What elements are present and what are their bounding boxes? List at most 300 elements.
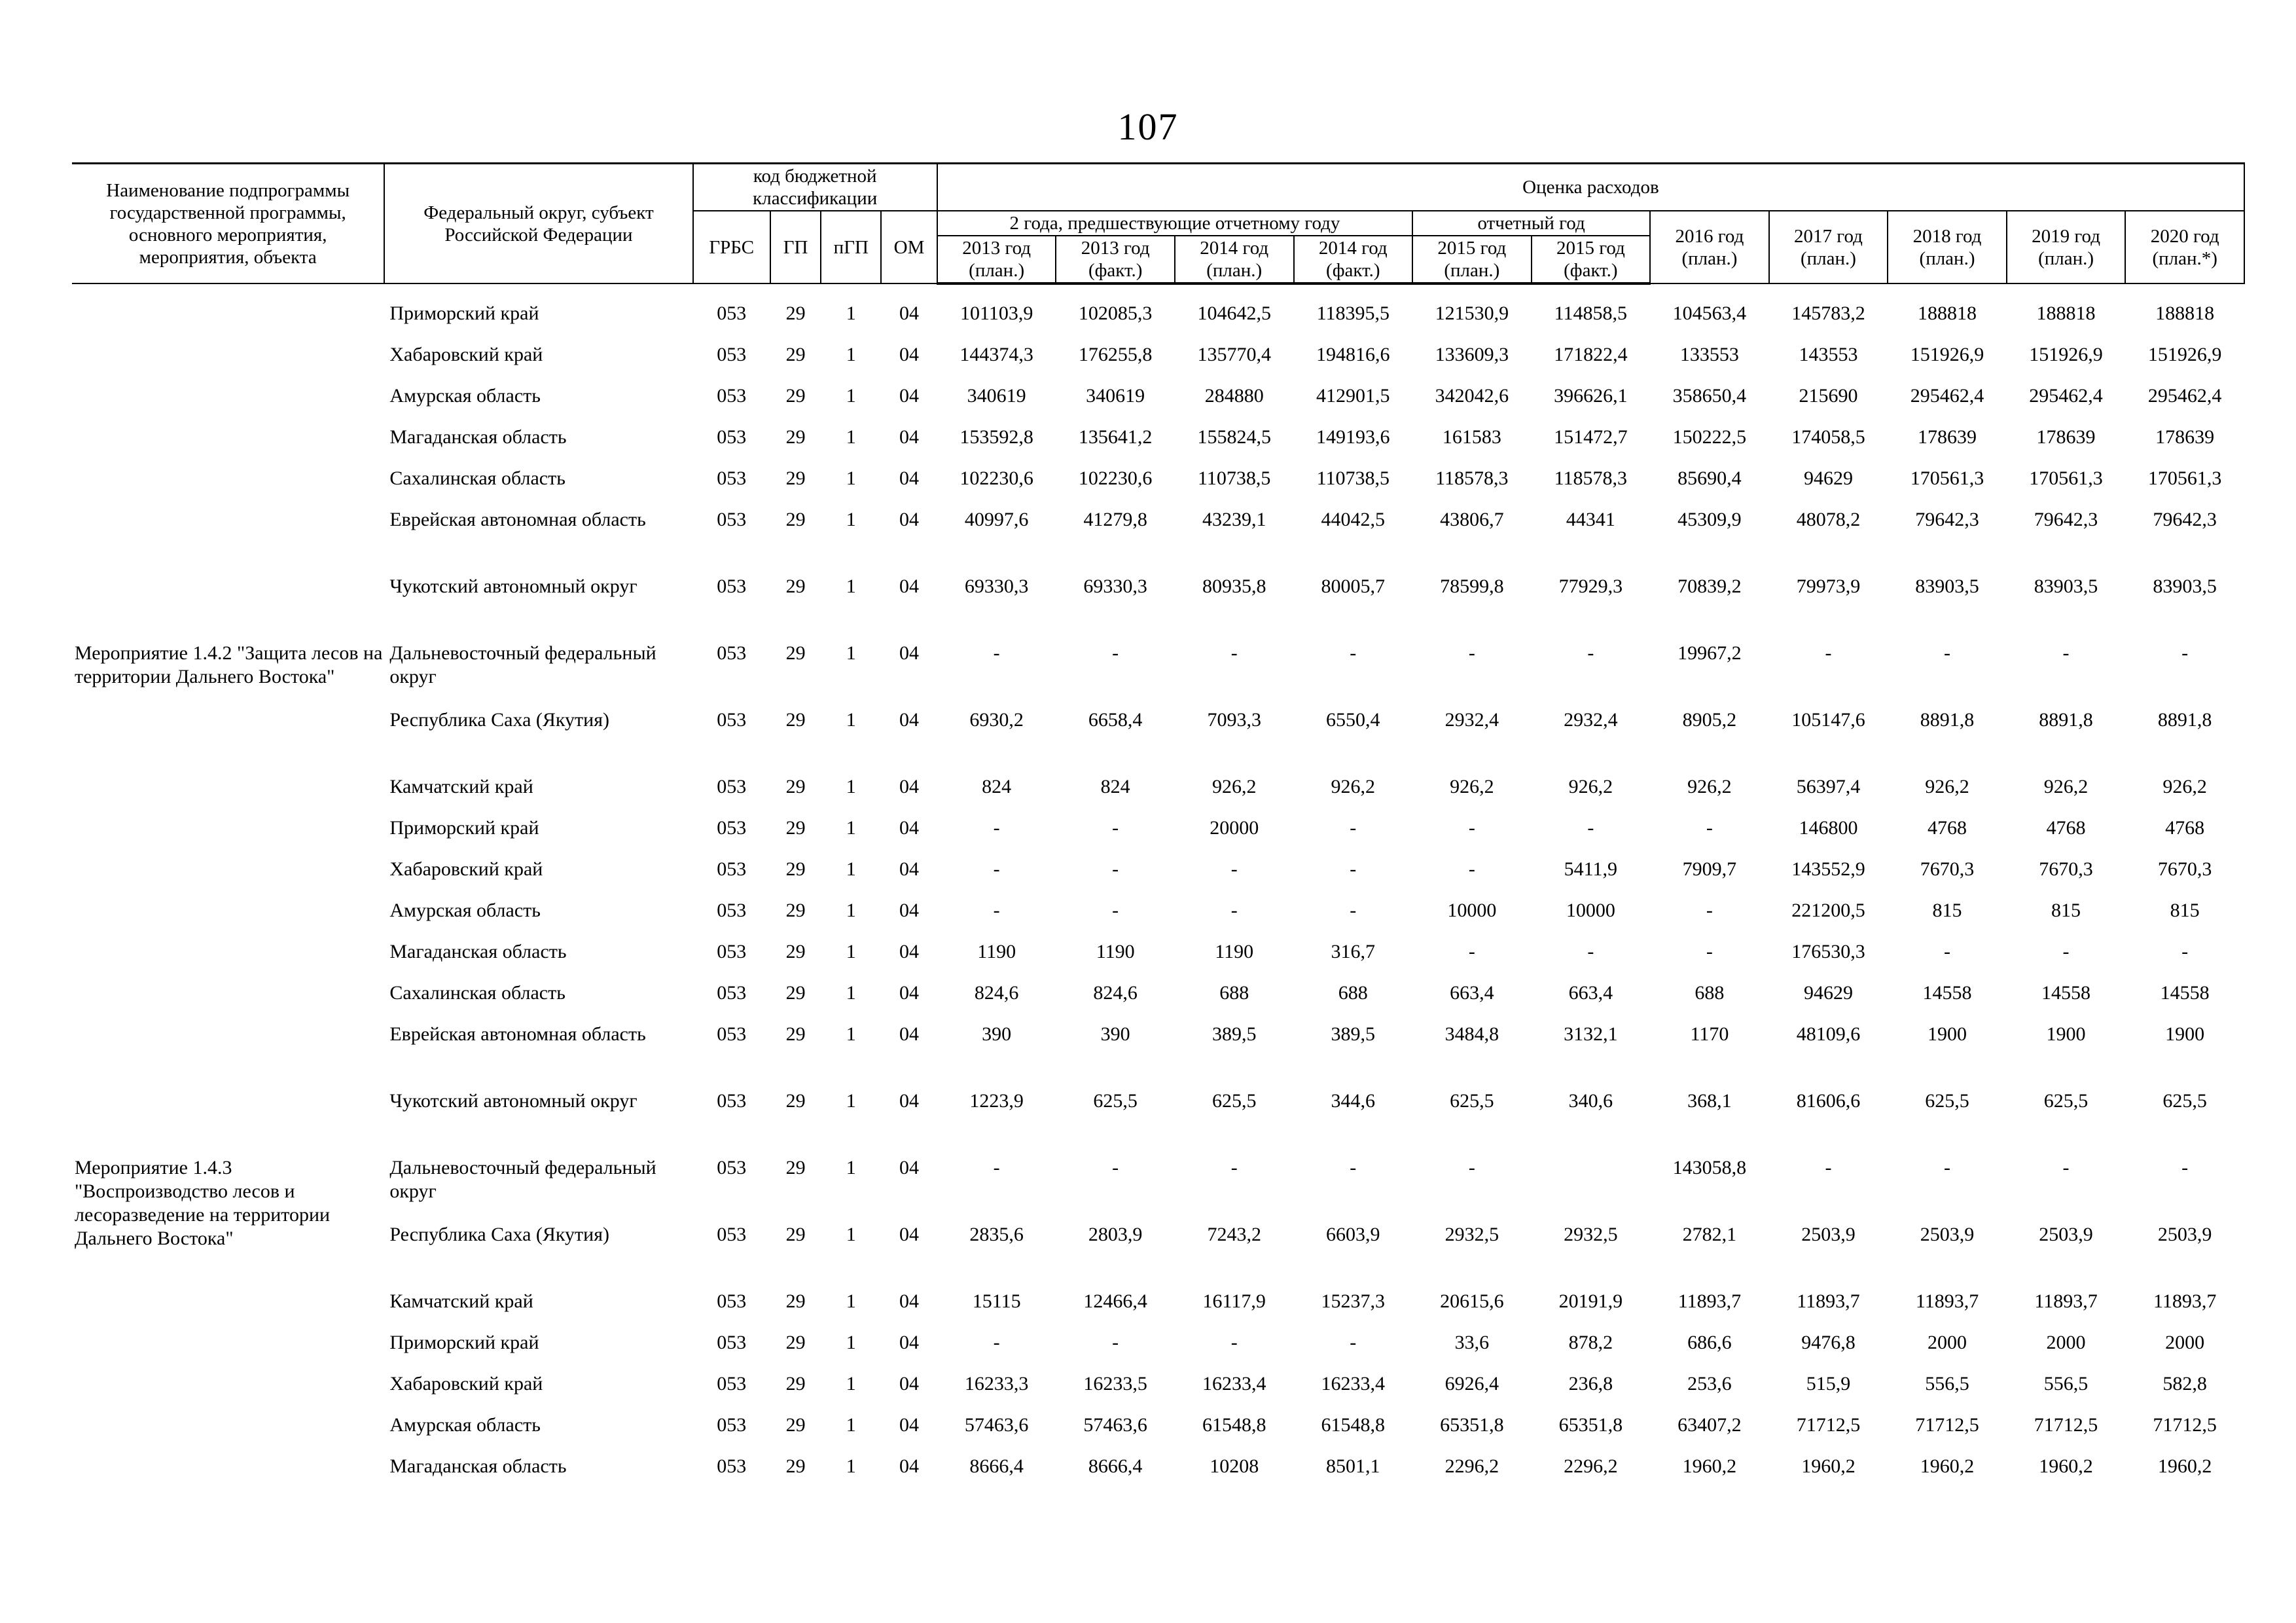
table-row <box>72 1455 2244 1496</box>
grbs-cell: 053 <box>717 1157 747 1178</box>
om-cell: 04 <box>899 776 920 797</box>
value-cell: 16233,5 <box>1083 1373 1147 1395</box>
value-cell: - <box>2181 1157 2189 1178</box>
value-cell: - <box>993 642 1000 664</box>
om-cell: 04 <box>899 709 920 731</box>
value-cell: - <box>1230 642 1238 664</box>
subject-cell: Дальневосточный федеральный округ <box>389 1157 656 1202</box>
value-cell: 926,2 <box>1211 776 1257 797</box>
value-cell: - <box>1350 858 1357 880</box>
value-cell: 61548,8 <box>1202 1414 1266 1436</box>
value-cell: - <box>1825 1157 1832 1178</box>
table-row <box>72 858 2244 899</box>
value-cell: 133609,3 <box>1435 344 1509 365</box>
value-cell: 71712,5 <box>1796 1414 1861 1436</box>
value-cell: 2000 <box>1928 1332 1967 1353</box>
table-row <box>72 1331 2244 1372</box>
value-cell: - <box>1468 642 1475 664</box>
value-cell: 815 <box>2170 900 2200 921</box>
value-cell: 926,2 <box>2162 776 2207 797</box>
value-cell: 15115 <box>972 1290 1021 1312</box>
value-cell: 20000 <box>1210 817 1259 839</box>
om-cell: 04 <box>899 1224 920 1245</box>
grbs-cell: 053 <box>717 941 747 962</box>
header-subject-column: Федеральный округ, субъект Российской Федерации <box>384 164 692 284</box>
subject-cell: Камчатский край <box>389 776 533 797</box>
value-cell: - <box>1706 817 1713 839</box>
value-cell: 2000 <box>2165 1332 2205 1353</box>
pgp-cell: 1 <box>846 642 856 664</box>
table-row <box>72 1023 2244 1089</box>
value-cell: 145783,2 <box>1791 302 1865 324</box>
pgp-cell: 1 <box>846 385 856 407</box>
table-row <box>72 1089 2244 1156</box>
value-cell: - <box>1944 642 1950 664</box>
value-cell: 556,5 <box>2043 1373 2089 1395</box>
table-body <box>72 283 2244 1496</box>
value-cell: 105147,6 <box>1791 709 1865 731</box>
grbs-cell: 053 <box>717 1290 747 1312</box>
value-cell: 155824,5 <box>1197 426 1271 448</box>
value-cell: 686,6 <box>1687 1332 1732 1353</box>
gp-cell: 29 <box>785 817 806 839</box>
value-cell: 3132,1 <box>1564 1023 1618 1045</box>
value-cell: 114858,5 <box>1554 302 1628 324</box>
subject-cell: Приморский край <box>389 817 539 839</box>
value-cell: 151926,9 <box>1910 344 1984 365</box>
value-cell: 121530,9 <box>1435 302 1509 324</box>
value-cell: 11893,7 <box>2034 1290 2098 1312</box>
table-row <box>72 1290 2244 1331</box>
value-cell: 65351,8 <box>1558 1414 1623 1436</box>
grbs-cell: 053 <box>717 858 747 880</box>
value-cell: 926,2 <box>2043 776 2089 797</box>
subject-cell: Амурская область <box>389 385 541 407</box>
value-cell: 515,9 <box>1806 1373 1851 1395</box>
value-cell: - <box>993 900 1000 921</box>
value-cell: 1960,2 <box>1682 1455 1737 1477</box>
header-2020-plan: 2020 год (план.*) <box>2125 211 2244 283</box>
value-cell <box>1532 1156 1651 1223</box>
gp-cell: 29 <box>785 1090 806 1112</box>
subject-cell: Камчатский край <box>389 1290 533 1312</box>
value-cell: - <box>2181 642 2189 664</box>
gp-cell: 29 <box>785 1224 806 1245</box>
value-cell: 143553 <box>1799 344 1858 365</box>
value-cell: - <box>1587 642 1594 664</box>
om-cell: 04 <box>899 467 920 489</box>
subject-cell: Магаданская область <box>389 1455 567 1477</box>
value-cell: 45309,9 <box>1677 509 1742 530</box>
value-cell: 2503,9 <box>1801 1224 1856 1245</box>
pgp-cell: 1 <box>846 1023 856 1045</box>
gp-cell: 29 <box>785 385 806 407</box>
gp-cell: 29 <box>785 575 806 597</box>
value-cell: - <box>993 858 1000 880</box>
value-cell: 5411,9 <box>1564 858 1618 880</box>
value-cell: 14558 <box>1922 982 1972 1004</box>
value-cell: 824 <box>982 776 1012 797</box>
value-cell: 69330,3 <box>1083 575 1147 597</box>
value-cell: 133553 <box>1679 344 1739 365</box>
pgp-cell: 1 <box>846 941 856 962</box>
value-cell: - <box>1230 1332 1238 1353</box>
om-cell: 04 <box>899 1023 920 1045</box>
value-cell: 6930,2 <box>969 709 1024 731</box>
value-cell: 44042,5 <box>1321 509 1386 530</box>
value-cell: 11893,7 <box>1797 1290 1860 1312</box>
table-row <box>72 899 2244 940</box>
value-cell: 344,6 <box>1331 1090 1376 1112</box>
value-cell: - <box>1230 1157 1238 1178</box>
value-cell: 11893,7 <box>1915 1290 1979 1312</box>
value-cell: 7909,7 <box>1682 858 1737 880</box>
value-cell: 8891,8 <box>2157 709 2212 731</box>
value-cell: - <box>1350 1157 1357 1178</box>
header-budget-code: код бюджетной классификации <box>693 164 937 211</box>
activity-name <box>72 302 384 642</box>
pgp-cell: 1 <box>846 817 856 839</box>
value-cell: 7670,3 <box>2157 858 2212 880</box>
value-cell: 625,5 <box>1093 1090 1138 1112</box>
value-cell: 188818 <box>1918 302 1977 324</box>
grbs-cell: 053 <box>717 426 747 448</box>
table-row <box>72 575 2244 642</box>
activity-name: Мероприятие 1.4.3 "Воспроизводство лесов и лесоразведение на территории Дальнего Востока" <box>75 1157 331 1249</box>
value-cell: 40997,6 <box>964 509 1029 530</box>
om-cell: 04 <box>899 941 920 962</box>
value-cell: 926,2 <box>1925 776 1969 797</box>
value-cell: 174058,5 <box>1791 426 1865 448</box>
subject-cell: Чукотский автономный округ <box>389 1090 637 1112</box>
value-cell: 2503,9 <box>1920 1224 1975 1245</box>
header-grbs: ГРБС <box>693 211 770 283</box>
value-cell: - <box>1706 941 1713 962</box>
om-cell: 04 <box>899 344 920 365</box>
value-cell: 389,5 <box>1331 1023 1376 1045</box>
grbs-cell: 053 <box>717 1090 747 1112</box>
value-cell: 71712,5 <box>1915 1414 1979 1436</box>
gp-cell: 29 <box>785 1290 806 1312</box>
value-cell: 878,2 <box>1568 1332 1613 1353</box>
value-cell: 582,8 <box>2162 1373 2207 1395</box>
om-cell: 04 <box>899 1455 920 1477</box>
value-cell: 79642,3 <box>2153 509 2217 530</box>
om-cell: 04 <box>899 426 920 448</box>
header-2013-fact: 2013 год (факт.) <box>1056 236 1175 283</box>
value-cell: 178639 <box>2155 426 2215 448</box>
om-cell: 04 <box>899 982 920 1004</box>
value-cell: 170561,3 <box>1910 467 1984 489</box>
value-cell: - <box>2062 1157 2070 1178</box>
value-cell: 70839,2 <box>1677 575 1742 597</box>
pgp-cell: 1 <box>846 858 856 880</box>
value-cell: - <box>993 1332 1000 1353</box>
value-cell: 15237,3 <box>1321 1290 1386 1312</box>
value-cell: 79973,9 <box>1796 575 1861 597</box>
value-cell: 8666,4 <box>969 1455 1024 1477</box>
value-cell: - <box>2062 941 2070 962</box>
value-cell: 2782,1 <box>1682 1224 1737 1245</box>
header-expenses: Оценка расходов <box>937 164 2244 211</box>
table-row <box>72 1372 2244 1413</box>
om-cell: 04 <box>899 1332 920 1353</box>
table-row <box>72 775 2244 816</box>
value-cell: 61548,8 <box>1321 1414 1386 1436</box>
gp-cell: 29 <box>785 642 806 664</box>
pgp-cell: 1 <box>846 426 856 448</box>
value-cell: - <box>1112 1157 1119 1178</box>
header-2015-fact: 2015 год (факт.) <box>1532 236 1651 283</box>
value-cell: 6926,4 <box>1444 1373 1499 1395</box>
om-cell: 04 <box>899 1373 920 1395</box>
om-cell: 04 <box>899 1090 920 1112</box>
header-2015-plan: 2015 год (план.) <box>1412 236 1532 283</box>
value-cell: 1190 <box>1096 941 1135 962</box>
value-cell: 63407,2 <box>1677 1414 1742 1436</box>
value-cell: - <box>1350 642 1357 664</box>
value-cell: 3484,8 <box>1444 1023 1499 1045</box>
value-cell: 146800 <box>1799 817 1858 839</box>
table-row <box>72 302 2244 343</box>
value-cell: 56397,4 <box>1796 776 1861 797</box>
value-cell: - <box>2062 642 2070 664</box>
value-cell: 556,5 <box>1925 1373 1969 1395</box>
value-cell: 396626,1 <box>1554 385 1628 407</box>
value-cell: 1190 <box>1215 941 1254 962</box>
grbs-cell: 053 <box>717 509 747 530</box>
value-cell: 2932,4 <box>1444 709 1499 731</box>
value-cell: 80935,8 <box>1202 575 1266 597</box>
subject-cell: Дальневосточный федеральный округ <box>389 642 656 687</box>
value-cell: 194816,6 <box>1316 344 1390 365</box>
value-cell: - <box>1112 858 1119 880</box>
value-cell: 340619 <box>1086 385 1145 407</box>
value-cell: 79642,3 <box>2034 509 2098 530</box>
grbs-cell: 053 <box>717 1224 747 1245</box>
value-cell: 2296,2 <box>1444 1455 1499 1477</box>
pgp-cell: 1 <box>846 1290 856 1312</box>
grbs-cell: 053 <box>717 1332 747 1353</box>
value-cell: 16117,9 <box>1202 1290 1266 1312</box>
value-cell: - <box>1112 642 1119 664</box>
pgp-cell: 1 <box>846 1332 856 1353</box>
table-row <box>72 816 2244 858</box>
value-cell: 8905,2 <box>1682 709 1737 731</box>
value-cell: 2803,9 <box>1088 1224 1143 1245</box>
subject-cell: Хабаровский край <box>389 1373 543 1395</box>
grbs-cell: 053 <box>717 817 747 839</box>
value-cell: - <box>993 817 1000 839</box>
value-cell: 118578,3 <box>1435 467 1509 489</box>
om-cell: 04 <box>899 1290 920 1312</box>
header-2017-plan: 2017 год (план.) <box>1769 211 1888 283</box>
value-cell: 135770,4 <box>1197 344 1271 365</box>
value-cell: 151472,7 <box>1554 426 1628 448</box>
value-cell: 20191,9 <box>1558 1290 1623 1312</box>
om-cell: 04 <box>899 509 920 530</box>
table-row <box>72 467 2244 508</box>
value-cell: - <box>1944 1157 1950 1178</box>
grbs-cell: 053 <box>717 385 747 407</box>
subject-cell: Амурская область <box>389 1414 541 1436</box>
value-cell: 65351,8 <box>1440 1414 1504 1436</box>
table-row <box>72 343 2244 384</box>
grbs-cell: 053 <box>717 575 747 597</box>
value-cell: 688 <box>1695 982 1725 1004</box>
value-cell: 625,5 <box>1211 1090 1257 1112</box>
value-cell: - <box>1350 1332 1357 1353</box>
value-cell: 144374,3 <box>960 344 1033 365</box>
value-cell: 824 <box>1100 776 1130 797</box>
subject-cell: Республика Саха (Якутия) <box>389 1224 609 1245</box>
value-cell: - <box>2181 941 2189 962</box>
pgp-cell: 1 <box>846 1090 856 1112</box>
subject-cell: Магаданская область <box>389 426 567 448</box>
value-cell: 8891,8 <box>2039 709 2093 731</box>
value-cell: 1960,2 <box>1920 1455 1975 1477</box>
value-cell: 14558 <box>2041 982 2091 1004</box>
value-cell: 236,8 <box>1568 1373 1613 1395</box>
value-cell: 7670,3 <box>2039 858 2093 880</box>
value-cell: 102085,3 <box>1078 302 1153 324</box>
value-cell: 71712,5 <box>2034 1414 2098 1436</box>
value-cell: 625,5 <box>2162 1090 2207 1112</box>
pgp-cell: 1 <box>846 575 856 597</box>
pgp-cell: 1 <box>846 776 856 797</box>
value-cell: 625,5 <box>1925 1090 1969 1112</box>
value-cell: 221200,5 <box>1791 900 1865 921</box>
value-cell: 2932,4 <box>1564 709 1618 731</box>
gp-cell: 29 <box>785 509 806 530</box>
value-cell: 10208 <box>1210 1455 1259 1477</box>
value-cell: 69330,3 <box>964 575 1029 597</box>
value-cell: - <box>1350 900 1357 921</box>
value-cell: 16233,4 <box>1321 1373 1386 1395</box>
grbs-cell: 053 <box>717 776 747 797</box>
value-cell: 104563,4 <box>1672 302 1747 324</box>
value-cell: 153592,8 <box>960 426 1033 448</box>
value-cell: 1900 <box>2165 1023 2205 1045</box>
grbs-cell: 053 <box>717 982 747 1004</box>
gp-cell: 29 <box>785 344 806 365</box>
header-2019-plan: 2019 год (план.) <box>2007 211 2126 283</box>
pgp-cell: 1 <box>846 344 856 365</box>
value-cell: 57463,6 <box>964 1414 1029 1436</box>
value-cell: 1960,2 <box>2157 1455 2212 1477</box>
value-cell: 688 <box>1338 982 1368 1004</box>
value-cell: 151926,9 <box>2147 344 2222 365</box>
value-cell: 110738,5 <box>1198 467 1271 489</box>
value-cell: 926,2 <box>1450 776 1494 797</box>
table-row <box>72 642 2244 708</box>
value-cell: - <box>1112 900 1119 921</box>
gp-cell: 29 <box>785 467 806 489</box>
activity-name: Мероприятие 1.4.2 "Защита лесов на территории Дальнего Востока" <box>75 642 383 687</box>
pgp-cell: 1 <box>846 1224 856 1245</box>
value-cell: 926,2 <box>1568 776 1613 797</box>
value-cell: 2932,5 <box>1444 1224 1499 1245</box>
value-cell: 149193,6 <box>1316 426 1390 448</box>
value-cell: 824,6 <box>974 982 1019 1004</box>
gp-cell: 29 <box>785 858 806 880</box>
gp-cell: 29 <box>785 776 806 797</box>
table-row <box>72 940 2244 981</box>
grbs-cell: 053 <box>717 1023 747 1045</box>
value-cell: 178639 <box>2036 426 2096 448</box>
value-cell: 11893,7 <box>1677 1290 1742 1312</box>
value-cell: - <box>1112 817 1119 839</box>
grbs-cell: 053 <box>717 900 747 921</box>
value-cell: 4768 <box>2046 817 2086 839</box>
pgp-cell: 1 <box>846 982 856 1004</box>
om-cell: 04 <box>899 575 920 597</box>
value-cell: 6603,9 <box>1326 1224 1380 1245</box>
om-cell: 04 <box>899 900 920 921</box>
value-cell: 43239,1 <box>1202 509 1266 530</box>
gp-cell: 29 <box>785 709 806 731</box>
table-row <box>72 508 2244 575</box>
value-cell: 1900 <box>2046 1023 2086 1045</box>
value-cell: 2503,9 <box>2157 1224 2212 1245</box>
value-cell: 71712,5 <box>2153 1414 2217 1436</box>
table-row <box>72 708 2244 775</box>
value-cell: 2000 <box>2046 1332 2086 1353</box>
value-cell: 170561,3 <box>2029 467 2103 489</box>
gp-cell: 29 <box>785 1332 806 1353</box>
pgp-cell: 1 <box>846 1414 856 1436</box>
pgp-cell: 1 <box>846 509 856 530</box>
value-cell: 110738,5 <box>1316 467 1390 489</box>
value-cell: 176255,8 <box>1078 344 1153 365</box>
value-cell: 33,6 <box>1454 1332 1490 1353</box>
value-cell: 215690 <box>1799 385 1858 407</box>
pgp-cell: 1 <box>846 1373 856 1395</box>
value-cell: 625,5 <box>2043 1090 2089 1112</box>
value-cell: 1960,2 <box>1801 1455 1856 1477</box>
header-prev-years: 2 года, предшествующие отчетному году <box>937 211 1412 236</box>
value-cell: 57463,6 <box>1083 1414 1147 1436</box>
value-cell: 104642,5 <box>1197 302 1271 324</box>
value-cell: - <box>1706 900 1713 921</box>
grbs-cell: 053 <box>717 344 747 365</box>
value-cell: 94629 <box>1803 982 1853 1004</box>
pgp-cell: 1 <box>846 302 856 324</box>
page-number: 107 <box>1117 105 1179 148</box>
value-cell: 1190 <box>977 941 1016 962</box>
value-cell: 11893,7 <box>2153 1290 2217 1312</box>
value-cell: 188818 <box>2155 302 2215 324</box>
grbs-cell: 053 <box>717 642 747 664</box>
value-cell: 815 <box>2051 900 2081 921</box>
value-cell: 48109,6 <box>1796 1023 1861 1045</box>
value-cell: 161583 <box>1442 426 1501 448</box>
value-cell: 926,2 <box>1331 776 1376 797</box>
value-cell: 135641,2 <box>1078 426 1153 448</box>
value-cell: 295462,4 <box>2029 385 2103 407</box>
pgp-cell: 1 <box>846 709 856 731</box>
value-cell: 48078,2 <box>1796 509 1861 530</box>
value-cell: - <box>1587 817 1594 839</box>
value-cell: 316,7 <box>1331 941 1376 962</box>
value-cell: 81606,6 <box>1796 1090 1861 1112</box>
value-cell: 9476,8 <box>1801 1332 1856 1353</box>
value-cell: 150222,5 <box>1672 426 1747 448</box>
value-cell: 188818 <box>2036 302 2096 324</box>
value-cell: 143058,8 <box>1672 1157 1747 1178</box>
subject-cell: Еврейская автономная область <box>389 1023 646 1045</box>
value-cell: 143552,9 <box>1791 858 1865 880</box>
